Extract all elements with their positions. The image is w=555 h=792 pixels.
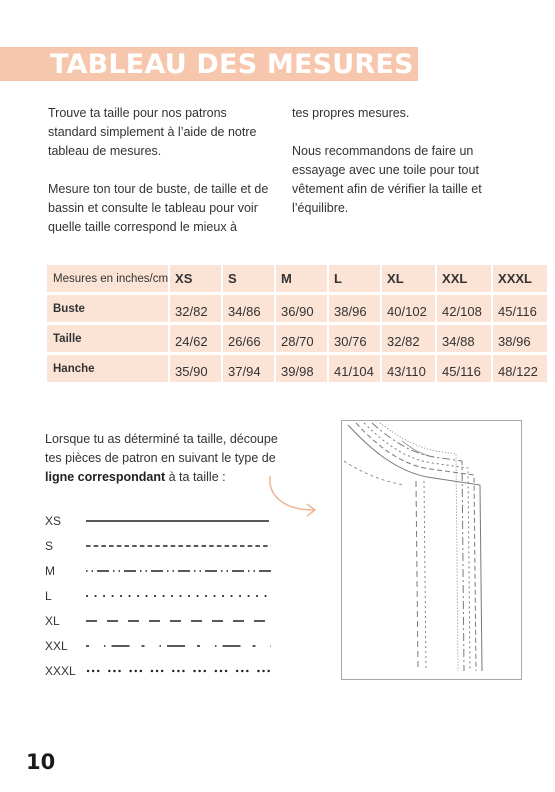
row-label: Buste — [47, 295, 168, 322]
table-cell: 48/122 — [493, 355, 547, 382]
table-cell: 24/62 — [170, 325, 221, 352]
table-row — [47, 355, 547, 382]
line-type-label: L — [45, 589, 52, 603]
intro-right-column — [292, 104, 507, 237]
line-sample-dotted — [86, 588, 276, 604]
size-header: S — [223, 265, 274, 292]
line-type-s — [45, 538, 285, 554]
line-type-label: XS — [45, 514, 62, 528]
table-cell: 34/88 — [437, 325, 491, 352]
size-header: XXL — [437, 265, 491, 292]
page-title: TABLEAU DES MESURES — [50, 49, 414, 80]
line-sample-solid — [86, 513, 276, 529]
curved-arrow-icon — [262, 470, 322, 520]
size-header: XS — [170, 265, 221, 292]
table-cell: 39/98 — [276, 355, 327, 382]
line-type-m — [45, 563, 285, 579]
guide-text-end: à ta taille : — [165, 470, 226, 484]
table-cell: 42/108 — [437, 295, 491, 322]
line-type-xl — [45, 613, 285, 629]
table-cell: 40/102 — [382, 295, 435, 322]
line-type-l — [45, 588, 285, 604]
table-cell: 30/76 — [329, 325, 380, 352]
guide-text-start: Lorsque tu as déterminé ta taille, découpe tes pièces de patron en suivant le type de — [45, 432, 278, 465]
table-row — [47, 295, 547, 322]
size-header: XL — [382, 265, 435, 292]
table-cell: 38/96 — [329, 295, 380, 322]
line-type-label: S — [45, 539, 54, 553]
table-row — [47, 325, 547, 352]
row-label: Hanche — [47, 355, 168, 382]
line-type-label: XXXL — [45, 664, 76, 678]
table-cell: 45/116 — [493, 295, 547, 322]
table-header-row — [47, 265, 547, 292]
line-sample-short-dash — [86, 538, 276, 554]
size-header: M — [276, 265, 327, 292]
row-label: Taille — [47, 325, 168, 352]
table-cell: 26/66 — [223, 325, 274, 352]
table-cell: 34/86 — [223, 295, 274, 322]
table-cell: 41/104 — [329, 355, 380, 382]
size-table — [45, 262, 549, 385]
line-sample-dash-dot-dot — [86, 563, 276, 579]
line-type-label: XL — [45, 614, 60, 628]
table-cell: 43/110 — [382, 355, 435, 382]
line-sample-dash-dot — [86, 638, 276, 654]
line-sample-long-dash — [86, 613, 276, 629]
table-cell: 32/82 — [170, 295, 221, 322]
pattern-illustration — [341, 420, 522, 680]
intro-paragraph: tes propres mesures. — [292, 106, 410, 120]
intro-left-column — [48, 104, 278, 256]
line-guide-text — [45, 430, 285, 487]
line-type-xxxl — [45, 663, 285, 679]
intro-paragraph: Mesure ton tour de buste, de taille et de bassin et consulte le tableau pour voir quelle taille correspond le mieux à — [48, 182, 269, 234]
line-type-label: XXL — [45, 639, 68, 653]
line-type-xxl — [45, 638, 285, 654]
intro-paragraph: Trouve ta taille pour nos patrons standard simplement à l’aide de notre tableau de mesures. — [48, 106, 257, 158]
pattern-lines-image — [342, 421, 522, 680]
table-cell: 37/94 — [223, 355, 274, 382]
size-header: L — [329, 265, 380, 292]
size-header: XXXL — [493, 265, 547, 292]
intro-paragraph: Nous recommandons de faire un essayage avec une toile pour tout vêtement afin de vérifier la taille et l’équilibre. — [292, 144, 482, 215]
table-cell: 45/116 — [437, 355, 491, 382]
line-sample-dot-groups — [86, 663, 276, 679]
table-cell: 32/82 — [382, 325, 435, 352]
table-cell: 38/96 — [493, 325, 547, 352]
page-number: 10 — [26, 750, 56, 774]
table-cell: 35/90 — [170, 355, 221, 382]
table-cell: 36/90 — [276, 295, 327, 322]
guide-text-bold: ligne correspondant — [45, 470, 166, 484]
table-cell: 28/70 — [276, 325, 327, 352]
line-type-label: M — [45, 564, 55, 578]
table-corner-label: Mesures en inches/cm — [47, 265, 168, 292]
line-type-xs — [45, 513, 285, 529]
